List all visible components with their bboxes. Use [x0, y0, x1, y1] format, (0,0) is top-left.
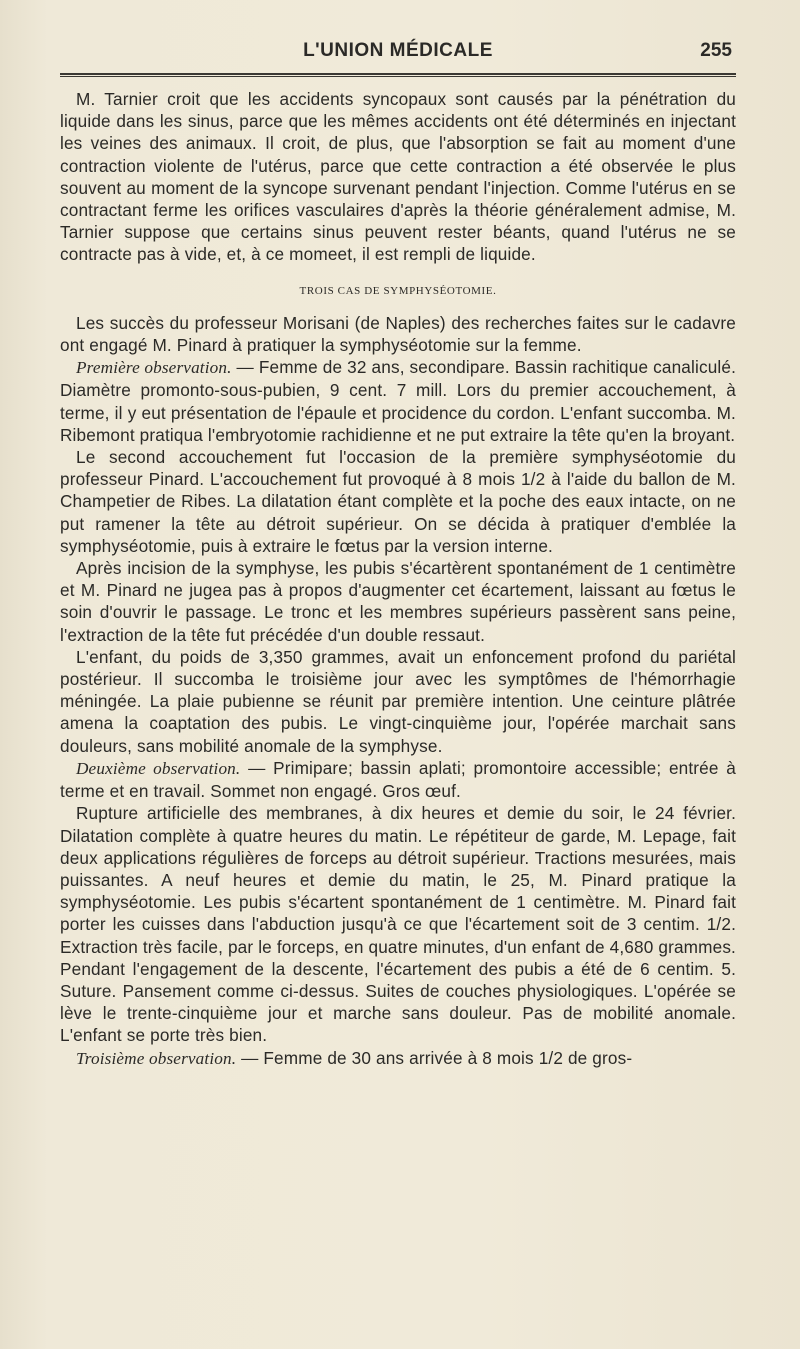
observation-title: Première observation. — [76, 358, 232, 378]
observation-paragraph — [60, 356, 736, 446]
section-title: TROIS CAS DE SYMPHYSÉOTOMIE. — [299, 284, 497, 297]
paragraph: M. Tarnier croit que les accidents syncopaux sont causés par la pénétration du liquide dans les sinus, parce que les mêmes accidents ont été déterminés en injectant les veines des animaux. Il croit, de plus, que l'absorption se fait au moment d'une contraction violente de l'utérus, parce que cette contraction a été observée le plus souvent au moment de la syncope survenant pendant l'injection. Comme l'utérus en se contractant ferme les orifices vasculaires d'après la théorie généralement admise, M. Tarnier suppose que certains sinus peuvent rester béants, quand l'utérus ne se contracte pas à vide, et, à ce momeet, il est rempli de liquide. — [60, 89, 736, 265]
observation-text: — Primipare; bassin aplati; promontoire accessible; entrée à terme et en travail. Sommet non engagé. Gros œuf. — [60, 757, 737, 802]
header-rule — [60, 73, 736, 77]
paragraph: Après incision de la symphyse, les pubis s'écartèrent spontanément de 1 centimètre et M. Pinard ne jugea pas à propos d'augmenter cet écartement, laissant au fœtus le soin d'ouvrir le passage. Le tronc et les membres supérieurs passèrent sans peine, l'extraction de la tête fut précédée d'un double ressaut. — [60, 558, 736, 645]
observation-paragraph — [60, 757, 736, 802]
page-header — [60, 40, 736, 70]
paragraph: L'enfant, du poids de 3,350 grammes, avait un enfoncement profond du pariétal postérieur. Il succomba le troisième jour avec les symptômes de l'hémorrhagie méningée. La plaie pubienne se réunit par première intention. Une ceinture plâtrée amena la coaptation des pubis. Le vingt-cinquième jour, l'opérée marchait sans douleurs, sans mobilité anomale de la symphyse. — [60, 646, 736, 756]
page-number: 255 — [700, 40, 732, 61]
observation-title: Troisième observation. — [76, 1048, 237, 1068]
running-title: L'UNION MÉDICALE — [303, 40, 493, 61]
paragraph: Les succès du professeur Morisani (de Naples) des recherches faites sur le cadavre ont engagé M. Pinard à pratiquer la symphyséotomie sur la femme. — [60, 312, 736, 356]
observation-text: — Femme de 32 ans, secondipare. Bassin rachitique canaliculé. Diamètre promonto-sous-pubien, 9 cent. 7 mill. Lors du premier accouchement, à terme, il y eut présentation de l'épaule et procidence du cordon. L'enfant succomba. M. Ribemont pratiqua l'embryotomie rachidienne et ne put extraire la tête qu'en la broyant. — [60, 357, 736, 445]
observation-title: Deuxième observation. — [76, 758, 241, 778]
paragraph: Le second accouchement fut l'occasion de la première symphyséotomie du professeur Pinard. L'accouchement fut provoqué à 8 mois 1/2 à l'aide du ballon de M. Champetier de Ribes. La dilatation étant complète et la poche des eaux intacte, on ne put ramener la tête au détroit supérieur. On se décida à pratiquer d'emblée la symphyséotomie, puis à extraire le fœtus par la version interne. — [60, 447, 736, 556]
observation-text: — Femme de 30 ans arrivée à 8 mois 1/2 de gros- — [236, 1047, 633, 1068]
article-body — [60, 88, 736, 1070]
paragraph: Rupture artificielle des membranes, à dix heures et demie du soir, le 24 février. Dilatation complète à quatre heures du matin. Le répétiteur de garde, M. Lepage, fait deux applications régulières de forceps au détroit supérieur. Tractions mesurées, mais puissantes. A neuf heures et demie du matin, le 25, M. Pinard pratique la symphyséotomie. Les pubis s'écartent spontanément de 1 centimètre. M. Pinard fait porter les cuisses dans l'abduction jusqu'à ce que l'écartement soit de 3 centim. 1/2. Extraction très facile, par le forceps, en quatre minutes, d'un enfant de 4,680 grammes. Pendant l'engagement de la descente, l'écartement des pubis a été de 6 centim. 5. Suture. Pansement comme ci-dessus. Suites de couches physiologiques. L'opérée se lève le trente-cinquième jour et marche sans douleur. Pas de mobilité anomale. L'enfant se porte très bien. — [60, 803, 736, 1046]
observation-paragraph — [60, 1047, 736, 1070]
